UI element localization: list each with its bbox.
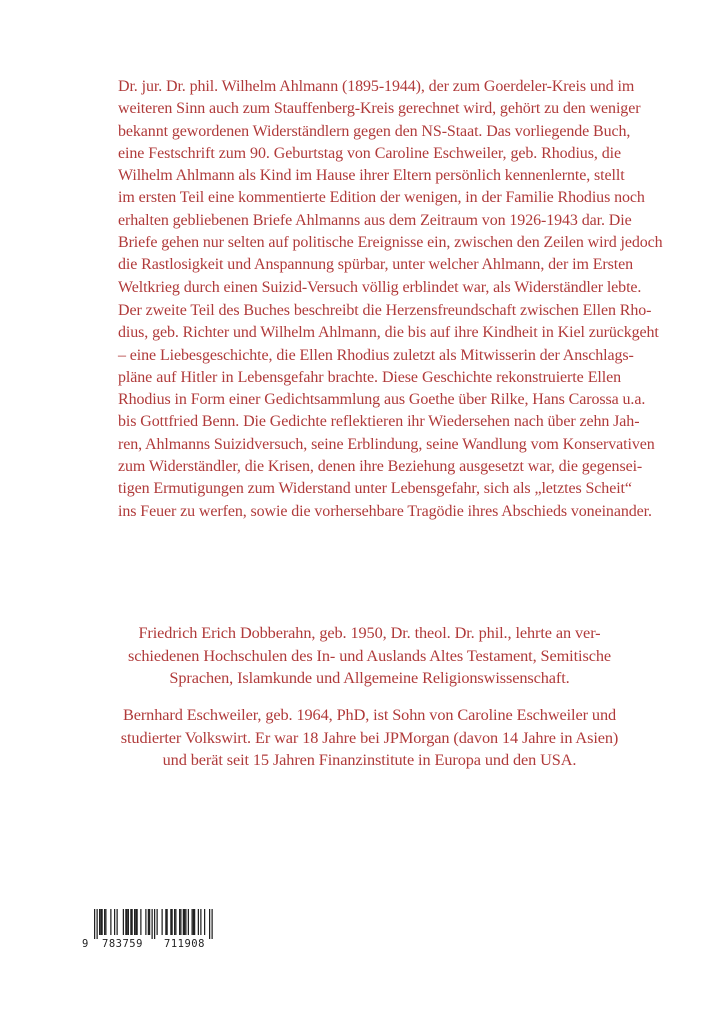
isbn-digits [82, 938, 220, 950]
barcode-bar [179, 909, 180, 935]
barcode-bar [117, 909, 118, 935]
barcode-bar [165, 909, 166, 935]
text-line: ren, Ahlmanns Suizidversuch, seine Erblindung, seine Wandlung vom Konservativen [118, 435, 655, 453]
isbn-digit-first: 9 [82, 938, 89, 950]
barcode-bar [183, 909, 184, 935]
author-bio-dobberahn [118, 622, 621, 690]
barcode-bar [148, 909, 149, 935]
text-line: eine Festschrift zum 90. Geburtstag von Caroline Eschweiler, geb. Rhodius, die [118, 144, 621, 162]
author-bio-eschweiler [118, 704, 621, 772]
text-line: Rhodius in Form einer Gedichtsammlung aus Goethe über Rilke, Hans Carossa u.a. [118, 391, 646, 409]
barcode-bar [175, 909, 176, 935]
description-paragraph-1 [118, 76, 663, 299]
barcode-bar [174, 909, 175, 935]
text-line: Der zweite Teil des Buches beschreibt die Herzensfreundschaft zwischen Ellen Rho- [118, 302, 652, 319]
barcode-bar [130, 909, 131, 935]
barcode-bar [100, 909, 101, 935]
barcode-bar [94, 909, 95, 939]
barcode-bar [198, 909, 199, 935]
barcode-bar [110, 909, 111, 935]
text-line: und berät seit 15 Jahren Finanzinstitute in Europa und den USA. [162, 750, 577, 770]
barcode-bar [114, 909, 115, 935]
barcode-bar [149, 909, 150, 935]
text-line: dius, geb. Richter und Wilhelm Ahlmann, die bis auf ihre Kindheit in Kiel zurückgeht [118, 324, 659, 342]
isbn-digits-left: 783759 [102, 938, 143, 950]
text-line: Weltkrieg durch einen Suizid-Versuch völlig erblindet war, als Widerständler lebte. [118, 278, 642, 296]
barcode-bar [185, 909, 186, 935]
barcode-bar [125, 909, 126, 935]
barcode-bar [167, 909, 168, 935]
barcode-bar [145, 909, 146, 935]
text-line: Briefe gehen nur selten auf politische Ereignisse ein, zwischen den Zeilen wird jedoch [118, 234, 663, 252]
text-line: Wilhelm Ahlmann als Kind im Hause ihrer Eltern persönlich kennenlernte, stellt [118, 167, 625, 185]
barcode-bar [157, 909, 158, 935]
description-paragraph-2 [118, 300, 659, 523]
text-line: schiedenen Hochschulen des In- und Auslands Altes Testament, Semitische [128, 645, 611, 665]
barcode-bar [123, 909, 124, 935]
text-line: Dr. jur. Dr. phil. Wilhelm Ahlmann (1895-1944), der zum Goerdeler-Kreis und im [118, 78, 635, 95]
barcode-bar [127, 909, 128, 935]
text-line: Bernhard Eschweiler, geb. 1964, PhD, ist Sohn von Caroline Eschweiler und [122, 705, 617, 724]
barcode-bar [137, 909, 138, 935]
barcode-bar [209, 909, 210, 939]
barcode-bars [82, 909, 220, 939]
text-line: studierter Volkswirt. Er war 18 Jahre bei JPMorgan (davon 14 Jahre in Asien) [120, 727, 619, 747]
text-line: pläne auf Hitler in Lebensgefahr brachte. Diese Geschichte rekonstruierte Ellen [118, 368, 621, 386]
barcode-bar [152, 909, 153, 939]
barcode-bar [97, 909, 98, 939]
barcode-bar [192, 909, 193, 935]
barcode-bar [104, 909, 105, 935]
barcode-bar [193, 909, 194, 935]
barcode-bar [180, 909, 181, 935]
barcode-bar [99, 909, 100, 935]
barcode-bar [135, 909, 136, 935]
barcode-bar [184, 909, 185, 935]
barcode-bar [194, 909, 195, 935]
text-line: im ersten Teil eine kommentierte Edition der wenigen, in der Familie Rhodius noch [118, 189, 645, 207]
barcode-bar [128, 909, 129, 935]
isbn-digits-right: 711908 [164, 938, 205, 950]
barcode-bar [132, 909, 133, 935]
barcode-bar [154, 909, 155, 939]
barcode-bar [172, 909, 173, 935]
barcode-bar [204, 909, 205, 935]
barcode-bar [170, 909, 171, 935]
text-line: zum Widerständler, die Krisen, denen ihre Beziehung ausgesetzt war, die gegensei- [118, 458, 643, 476]
text-line: erhalten gebliebenen Briefe Ahlmanns aus dem Zeitraum von 1926-1943 dar. Die [118, 211, 632, 229]
barcode-bar [140, 909, 141, 935]
barcode-bar [188, 909, 189, 935]
barcode-bar [162, 909, 163, 935]
text-line: bekannt gewordenen Widerständlern gegen den NS-Staat. Das vorliegende Buch, [118, 122, 631, 140]
barcode-bar [105, 909, 106, 935]
text-line: Friedrich Erich Dobberahn, geb. 1950, Dr. theol. Dr. phil., lehrte an ver- [138, 623, 601, 642]
text-line: die Rastlosigkeit und Anspannung spürbar, unter welcher Ahlmann, der im Ersten [118, 256, 634, 274]
barcode-bar [134, 909, 135, 935]
barcode-bar [102, 909, 103, 935]
text-line: tigen Ermutigungen zum Widerstand unter Lebensgefahr, sich als „letztes Scheit“ [118, 480, 632, 498]
text-line: Sprachen, Islamkunde und Allgemeine Religionswissenschaft. [169, 668, 570, 688]
barcode-bar [212, 909, 213, 939]
text-line: bis Gottfried Benn. Die Gedichte reflektieren ihr Wiedersehen nach über zehn Jah- [118, 413, 640, 431]
barcode-bar [200, 909, 201, 935]
text-line: ins Feuer zu werfen, sowie die vorhersehbare Tragödie ihres Abschieds voneinander. [118, 502, 652, 520]
text-line: – eine Liebesgeschichte, die Ellen Rhodius zuletzt als Mitwisserin der Anschlags- [118, 346, 634, 364]
text-line: weiteren Sinn auch zum Stauffenberg-Kreis gerechnet wird, gehört zu den weniger [118, 100, 641, 118]
